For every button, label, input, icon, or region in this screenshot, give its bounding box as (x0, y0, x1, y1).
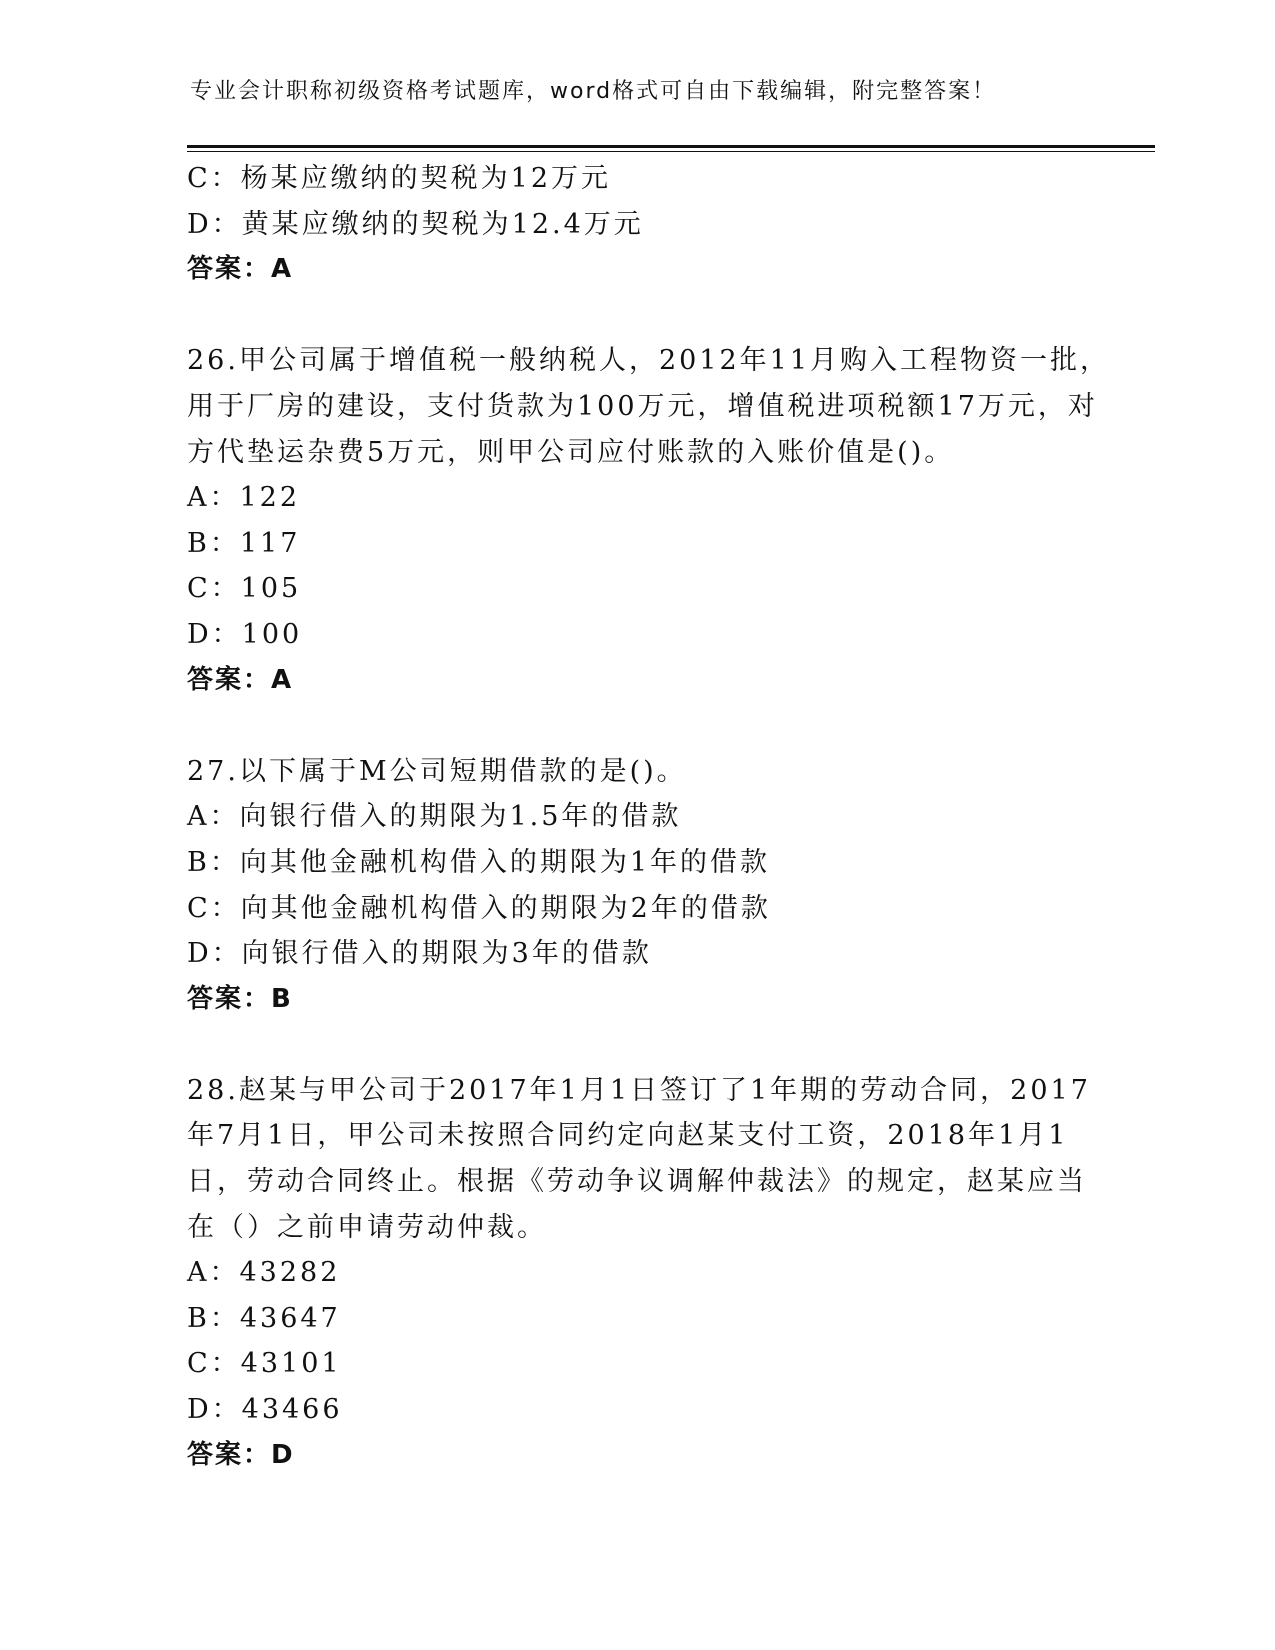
option-c: C：105 (187, 573, 302, 605)
spacer (187, 703, 1087, 749)
question-text: 27.以下属于M公司短期借款的是()。 (187, 755, 687, 787)
option-d: D：43466 (187, 1394, 343, 1426)
option-b: B：43647 (187, 1302, 341, 1334)
question-25-continued (187, 156, 1087, 293)
answer-line: 答案：A (187, 664, 294, 695)
question-text: 用于厂房的建设，支付货款为100万元，增值税进项税额17万元，对 (187, 390, 1098, 422)
question-26 (187, 338, 1111, 703)
option-d: D：100 (187, 618, 303, 650)
answer-line: 答案：A (187, 254, 294, 285)
question-28 (187, 1068, 1091, 1478)
option-a: A：向银行借入的期限为1.5年的借款 (187, 801, 682, 833)
spacer (187, 293, 1087, 339)
answer-line: 答案：B (187, 983, 293, 1014)
option-b: B：117 (187, 527, 301, 559)
question-text: 28.赵某与甲公司于2017年1月1日签订了1年期的劳动合同，2017 (187, 1074, 1091, 1106)
question-text: 方代垫运杂费5万元，则甲公司应付账款的入账价值是()。 (187, 436, 955, 468)
option-c: C：向其他金融机构借入的期限为2年的借款 (187, 892, 771, 924)
option-a: A：43282 (187, 1257, 341, 1289)
question-27 (187, 749, 1087, 1023)
header-rule-thin (187, 151, 1155, 152)
option-d: D：黄某应缴纳的契税为12.4万元 (187, 208, 644, 240)
question-text: 在（）之前申请劳动仲裁。 (187, 1211, 547, 1243)
option-a: A：122 (187, 482, 301, 514)
question-text: 26.甲公司属于增值税一般纳税人，2012年11月购入工程物资一批， (187, 345, 1111, 377)
answer-line: 答案：D (187, 1439, 295, 1470)
option-c: C：43101 (187, 1348, 342, 1380)
question-text: 日，劳动合同终止。根据《劳动争议调解仲裁法》的规定，赵某应当 (187, 1166, 1087, 1198)
header-rule-thick (187, 145, 1155, 148)
option-d: D：向银行借入的期限为3年的借款 (187, 938, 652, 970)
page-header: 专业会计职称初级资格考试题库，word格式可自由下载编辑，附完整答案！ (190, 79, 997, 104)
spacer (187, 1022, 1087, 1068)
option-c: C：杨某应缴纳的契税为12万元 (187, 163, 612, 194)
document-body (187, 156, 1111, 1478)
question-text: 年7月1日，甲公司未按照合同约定向赵某支付工资，2018年1月1 (187, 1120, 1069, 1152)
option-b: B：向其他金融机构借入的期限为1年的借款 (187, 846, 771, 878)
